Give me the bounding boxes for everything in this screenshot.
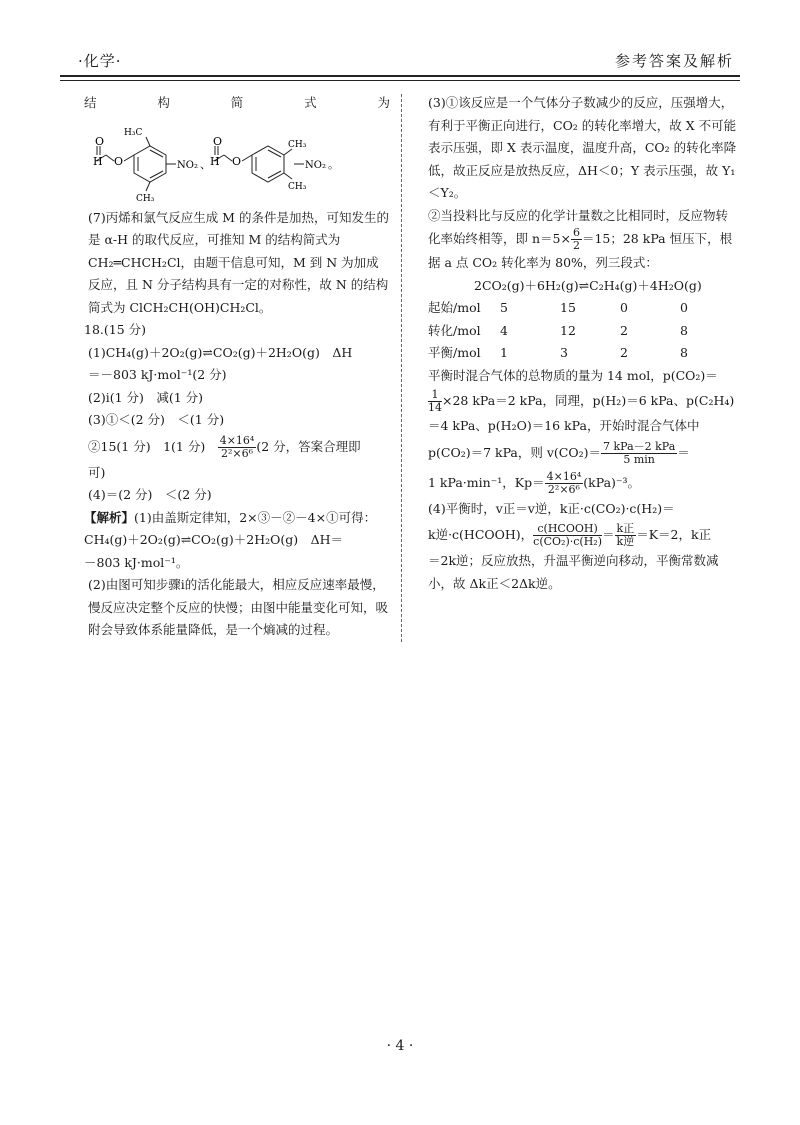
fraction-num: 6 [572,226,580,239]
table-cell: 2 [620,322,628,338]
table-cell: 转化/mol [428,322,481,338]
para-4-2-b: ＝ [602,527,615,542]
para-4-2 [428,520,738,550]
answer-3-2-cont: 可) [88,464,106,480]
table-cell: 2 [620,345,628,360]
para-4-1: (4)平衡时，v正＝v逆，k正·c(CO₂)·c(H₂)＝ [428,500,675,516]
table-cell: 5 [500,300,508,315]
table-cell: 1 [500,345,508,360]
molecule-1 [95,134,176,191]
column-divider [401,94,402,642]
table-cell: 起始/mol [428,300,481,315]
mol1-ch3-bottom: CH₃ [136,193,155,204]
structure-label [84,92,390,115]
answer-1-line1: (1)CH₄(g)＋2O₂(g)⇌CO₂(g)＋2H₂O(g) ΔH [88,344,353,360]
fraction-den: 2²×6⁶ [547,482,580,496]
o-label-3: O [213,134,223,148]
answer-2: (2)ⅰ(1 分) 减(1 分) [88,389,204,405]
separator: 、 [200,157,211,171]
explanation-label: 【解析】 [84,509,135,525]
para-4-3: ＝2k逆；反应放热，升温平衡逆向移动，平衡常数减小，故 Δk正＜2Δk逆。 [428,553,719,591]
explanation-1-text: (1)由盖斯定律知，2×③－②－4×①可得： [134,509,377,525]
header-subject: ·化学· [78,52,122,70]
fraction [615,523,637,548]
para-4-2-a: k逆·c(HCOOH)， [428,527,534,542]
reaction-equation: 2CO₂(g)＋6H₂(g)⇌C₂H₄(g)＋4H₂O(g) [474,277,702,293]
fraction-den: 5 min [623,452,655,466]
answer-4: (4)＝(2 分) ＜(2 分) [88,487,212,502]
fraction-den: c(CO₂)·c(H₂) [533,535,603,548]
h-label-2: H [210,154,220,168]
header-rule-thick [60,75,740,77]
calc-line-3: ＝4 kPa、p(H₂O)＝16 kPa，开始时混合气体中 [428,418,700,433]
fraction [601,441,677,466]
mol2-no2: NO₂ [305,159,326,171]
struct-end: 。 [328,157,339,171]
label-char: 构 [157,95,170,110]
para-3-2-b: ＝15；28 kPa 恒压下，根据 a 点 CO₂ 转化率为 80%，列三段式： [428,231,733,270]
mol1-ch3-top: H₃C [124,127,143,138]
o-label-1: O [95,134,105,148]
header-rule-thin [60,80,740,81]
table-cell: 15 [560,300,576,315]
label-char: 为 [377,95,390,110]
fraction [533,523,602,548]
explanation-1-line1 [84,507,390,530]
molecule-2 [214,146,304,182]
table-cell: 12 [560,322,576,338]
label-char: 结 [84,95,97,110]
left-column [84,92,390,642]
fraction [545,471,584,496]
right-column [428,92,738,595]
calc-line-5-b: (kPa)⁻³。 [583,474,641,490]
answer-3-1: (3)①＜(2 分) ＜(1 分) [88,412,225,427]
fraction [571,227,582,252]
mol1-no2: NO₂ [177,159,198,171]
fraction-num: 4×16⁴ [546,469,582,483]
fraction-num: 4×16⁴ [219,433,255,447]
answer-3-2-pre: ②15(1 分) 1(1 分) [88,438,218,454]
table-cell: 8 [680,322,688,338]
answer-3-2 [84,432,390,462]
calc-line-4-b: ＝ [677,444,690,460]
calc-line-4 [428,438,738,468]
explanation-2: (2)由图可知步骤ⅰ的活化能最大，相应反应速率最慢，慢反应决定整个反应的快慢；由图中能量变化可知，吸附会导致体系能量降低，是一个熵减的过程。 [88,577,389,637]
para-3-2-a: ②当投料比与反应的化学计量数之比相同时，反应物转化率始终相等，即 n＝5× [428,207,729,246]
para-3-2 [428,205,738,275]
table-cell: 4 [500,322,508,338]
mol2-ch3-bottom: CH₃ [288,181,307,192]
h-label-1: H [93,154,103,168]
explanation-1-line2: CH₄(g)＋2O₂(g)⇌CO₂(g)＋2H₂O(g) ΔH＝ [84,532,344,547]
calc-line-5-a: 1 kPa·min⁻¹，Kp＝ [428,474,545,490]
three-stage-table [428,297,738,365]
calc-line-5 [428,468,738,498]
mol2-ch3-top: CH₃ [288,139,307,150]
label-char: 式 [304,95,317,110]
fraction-den: 2²×6⁶ [221,446,254,460]
answer-3-2-post: (2 分，答案合理即 [256,438,361,454]
calc-line-2 [428,387,738,415]
table-cell: 0 [680,300,688,315]
structure-diagram [84,115,390,207]
table-cell: 0 [620,300,628,315]
fraction-num: c(HCOOH) [533,523,602,536]
answer-1-line2: ＝－803 kJ·mol⁻¹(2 分) [88,367,227,382]
explanation-1-line3: －803 kJ·mol⁻¹。 [84,554,189,570]
table-cell: 3 [560,345,568,360]
table-cell: 平衡/mol [428,345,481,360]
page-number: · 4 · [386,1038,414,1054]
calc-line-4-a: p(CO₂)＝7 kPa，则 v(CO₂)＝ [428,444,601,460]
fraction-num: 1 [428,389,442,402]
para-4-2-c: ＝K＝2，k正 [636,527,712,542]
calc-line-1: 平衡时混合气体的总物质的量为 14 mol，p(CO₂)＝ [428,367,718,383]
label-char: 简 [230,95,244,110]
para-7: (7)丙烯和氯气反应生成 M 的条件是加热，可知发生的是 α-H 的取代反应，可推知 M 的结构简式为 CH₂═CHCH₂Cl，由题干信息可知，M 到 N 为加成反应，且 N 分子结构具有一定的对称性，故 N 的结构简式为 ClCH₂CH(OH)CH₂Cl。 [88,209,389,315]
fraction [218,435,257,460]
header-title: 参考答案及解析 [614,52,734,70]
o-label-4: O [232,154,242,168]
calc-line-2-text: ×28 kPa＝2 kPa，同理，p(H₂)＝6 kPa、p(C₂H₄) [442,393,735,408]
o-label-2: O [114,154,124,168]
para-3-1: (3)①该反应是一个气体分子数减少的反应，压强增大，有利于平衡正向进行，CO₂ 的转化率增大，故 X 不可能表示压强，即 X 表示温度，温度升高，CO₂ 的转化率降低，故正反应是放热反应，ΔH＜0；Y 表示压强，故 Y₁＜Y₂。 [428,95,737,200]
fraction-num: 7 kPa－2 kPa [603,439,676,453]
fraction-den: k逆 [616,535,635,548]
fraction-den: 2 [572,239,580,252]
fraction [428,389,442,414]
table-cell: 8 [680,345,688,360]
q18-title: 18.(15 分) [84,322,147,337]
fraction-num: k正 [616,522,635,535]
fraction-den: 14 [428,401,442,414]
